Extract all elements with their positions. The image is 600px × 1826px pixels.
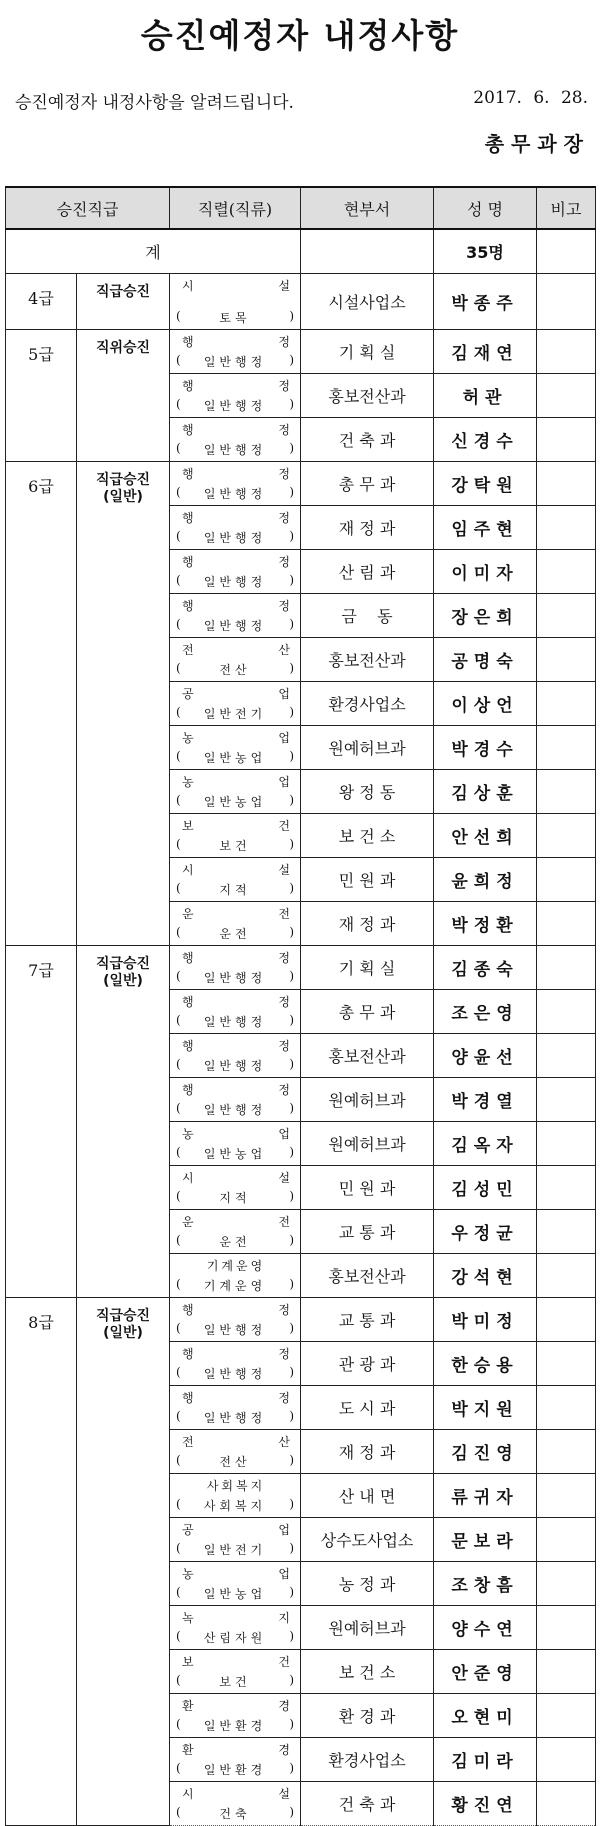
promotion-type-cell bbox=[77, 274, 170, 330]
remarks-cell bbox=[537, 726, 596, 770]
remarks-cell bbox=[537, 770, 596, 814]
job-series: 전 산 bbox=[182, 1435, 291, 1449]
job-series: 농 업 bbox=[182, 731, 291, 745]
job-series-cell bbox=[170, 274, 301, 330]
promotion-type-cell bbox=[77, 946, 170, 1298]
job-subseries: ( 일반행정 ) bbox=[180, 1409, 290, 1426]
job-series-cell bbox=[170, 374, 301, 418]
table-header-row bbox=[6, 187, 596, 229]
current-office: 원예허브과 bbox=[301, 1122, 434, 1166]
job-series: 행 정 bbox=[182, 555, 291, 569]
job-series: 행 정 bbox=[182, 379, 291, 393]
grade-cell: 7급 bbox=[6, 946, 77, 1298]
promotion-type: 직급승진 bbox=[95, 1308, 151, 1324]
current-office: 기 획 실 bbox=[301, 946, 434, 990]
remarks-cell bbox=[537, 682, 596, 726]
job-series: 행 정 bbox=[182, 1303, 291, 1317]
person-name: 우정균 bbox=[434, 1210, 537, 1254]
person-name: 김진영 bbox=[434, 1430, 537, 1474]
remarks-cell bbox=[537, 462, 596, 506]
job-subseries: ( 지적 ) bbox=[180, 881, 290, 898]
job-subseries: ( 일반행정 ) bbox=[180, 1057, 290, 1074]
person-name: 김재연 bbox=[434, 330, 537, 374]
job-subseries: ( 일반농업 ) bbox=[180, 1585, 290, 1602]
document-title: 승진예정자 내정사항 bbox=[140, 16, 460, 55]
current-office: 민 원 과 bbox=[301, 1166, 434, 1210]
job-series: 사회복지 bbox=[206, 1479, 266, 1493]
person-name: 박미정 bbox=[434, 1298, 537, 1342]
job-series-cell bbox=[170, 1298, 301, 1342]
grade-cell: 5급 bbox=[6, 330, 77, 462]
job-series-cell bbox=[170, 990, 301, 1034]
table-body bbox=[6, 229, 596, 1826]
current-office: 총 무 과 bbox=[301, 462, 434, 506]
person-name: 오현미 bbox=[434, 1694, 537, 1738]
job-subseries: ( 보건 ) bbox=[180, 837, 290, 854]
current-office: 재 정 과 bbox=[301, 506, 434, 550]
remarks-cell bbox=[537, 374, 596, 418]
current-office: 관 광 과 bbox=[301, 1342, 434, 1386]
table-row bbox=[6, 462, 596, 506]
current-office: 홍보전산과 bbox=[301, 638, 434, 682]
remarks-cell bbox=[537, 274, 596, 330]
job-subseries: ( 운전 ) bbox=[180, 925, 290, 942]
promotion-type-cell bbox=[77, 330, 170, 462]
remarks-cell bbox=[537, 418, 596, 462]
remarks-cell bbox=[537, 1694, 596, 1738]
current-office: 왕 정 동 bbox=[301, 770, 434, 814]
promotion-type-cell bbox=[77, 1298, 170, 1826]
document-date: 2017. 6. 28. bbox=[473, 88, 588, 108]
remarks-cell bbox=[537, 1606, 596, 1650]
header-name: 성 명 bbox=[434, 187, 537, 229]
job-series-cell bbox=[170, 682, 301, 726]
remarks-cell bbox=[537, 1298, 596, 1342]
job-series-cell bbox=[170, 1694, 301, 1738]
remarks-cell bbox=[537, 1738, 596, 1782]
job-series: 시 설 bbox=[182, 863, 291, 877]
total-label: 계 bbox=[6, 229, 301, 274]
job-series: 행 정 bbox=[182, 951, 291, 965]
job-subseries: ( 전산 ) bbox=[180, 1453, 290, 1470]
job-series: 보 건 bbox=[182, 819, 291, 833]
job-series-cell bbox=[170, 1474, 301, 1518]
job-subseries: ( 일반행정 ) bbox=[180, 485, 290, 502]
job-series: 행 정 bbox=[182, 511, 291, 525]
promotion-type-cell bbox=[77, 462, 170, 946]
person-name: 박정환 bbox=[434, 902, 537, 946]
job-series-cell bbox=[170, 638, 301, 682]
job-series: 운 전 bbox=[182, 907, 291, 921]
grade-cell: 8급 bbox=[6, 1298, 77, 1826]
current-office: 도 시 과 bbox=[301, 1386, 434, 1430]
remarks-cell bbox=[537, 1210, 596, 1254]
job-series: 행 정 bbox=[182, 1083, 291, 1097]
current-office: 건 축 과 bbox=[301, 1782, 434, 1826]
person-name: 김상훈 bbox=[434, 770, 537, 814]
job-series-cell bbox=[170, 1210, 301, 1254]
job-series-cell bbox=[170, 770, 301, 814]
job-series-cell bbox=[170, 550, 301, 594]
remarks-cell bbox=[537, 902, 596, 946]
promotion-subtype: (일반) bbox=[103, 973, 143, 989]
person-name: 김성민 bbox=[434, 1166, 537, 1210]
current-office: 원예허브과 bbox=[301, 1606, 434, 1650]
job-subseries: ( 일반행정 ) bbox=[180, 617, 290, 634]
person-name: 안준영 bbox=[434, 1650, 537, 1694]
job-subseries: ( 일반행정 ) bbox=[180, 573, 290, 590]
promotion-type: 직위승진 bbox=[95, 340, 151, 356]
job-series: 행 정 bbox=[182, 995, 291, 1009]
remarks-cell bbox=[537, 638, 596, 682]
job-subseries: ( 일반행정 ) bbox=[180, 397, 290, 414]
person-name: 임주현 bbox=[434, 506, 537, 550]
job-series-cell bbox=[170, 902, 301, 946]
current-office: 건 축 과 bbox=[301, 418, 434, 462]
current-office: 총 무 과 bbox=[301, 990, 434, 1034]
job-subseries: ( 사회복지 ) bbox=[180, 1497, 290, 1514]
job-series-cell bbox=[170, 1782, 301, 1826]
grade-cell: 4급 bbox=[6, 274, 77, 330]
current-office: 교 통 과 bbox=[301, 1210, 434, 1254]
job-series: 시 설 bbox=[182, 1787, 291, 1801]
current-office: 교 통 과 bbox=[301, 1298, 434, 1342]
total-row bbox=[6, 229, 596, 274]
person-name: 김종숙 bbox=[434, 946, 537, 990]
job-series: 행 정 bbox=[182, 467, 291, 481]
promotion-type: 직급승진 bbox=[95, 472, 151, 488]
job-series-cell bbox=[170, 726, 301, 770]
promotion-table bbox=[5, 186, 596, 1826]
job-series: 환 경 bbox=[182, 1699, 291, 1713]
job-subseries: ( 일반행정 ) bbox=[180, 1365, 290, 1382]
job-series: 농 업 bbox=[182, 1127, 291, 1141]
current-office: 농 정 과 bbox=[301, 1562, 434, 1606]
current-office: 보 건 소 bbox=[301, 1650, 434, 1694]
promotion-type: 직급승진 bbox=[95, 284, 151, 300]
person-name: 이미자 bbox=[434, 550, 537, 594]
person-name: 박경수 bbox=[434, 726, 537, 770]
job-subseries: ( 일반행정 ) bbox=[180, 1101, 290, 1118]
header-remarks: 비고 bbox=[537, 187, 596, 229]
job-subseries: ( 일반행정 ) bbox=[180, 441, 290, 458]
remarks-cell bbox=[537, 1386, 596, 1430]
person-name: 양윤선 bbox=[434, 1034, 537, 1078]
current-office: 시설사업소 bbox=[301, 274, 434, 330]
job-series: 시 설 bbox=[182, 279, 291, 293]
issuing-department: 총무과장 bbox=[484, 132, 590, 156]
remarks-cell bbox=[537, 1342, 596, 1386]
job-series: 행 정 bbox=[182, 1039, 291, 1053]
job-series-cell bbox=[170, 946, 301, 990]
remarks-cell bbox=[537, 946, 596, 990]
remarks-cell bbox=[537, 1430, 596, 1474]
job-subseries: ( 일반행정 ) bbox=[180, 1013, 290, 1030]
job-series-cell bbox=[170, 330, 301, 374]
person-name: 강석현 bbox=[434, 1254, 537, 1298]
current-office: 환경사업소 bbox=[301, 682, 434, 726]
job-subseries: ( 일반농업 ) bbox=[180, 793, 290, 810]
remarks-cell bbox=[537, 1254, 596, 1298]
job-subseries: ( 일반환경 ) bbox=[180, 1761, 290, 1778]
job-subseries: ( 일반전기 ) bbox=[180, 1541, 290, 1558]
job-series-cell bbox=[170, 1562, 301, 1606]
person-name: 강탁원 bbox=[434, 462, 537, 506]
job-series-cell bbox=[170, 418, 301, 462]
current-office: 보 건 소 bbox=[301, 814, 434, 858]
current-office: 재 정 과 bbox=[301, 1430, 434, 1474]
current-office: 홍보전산과 bbox=[301, 374, 434, 418]
job-subseries: ( 기계운영 ) bbox=[180, 1277, 290, 1294]
table-row bbox=[6, 274, 596, 330]
person-name: 황진연 bbox=[434, 1782, 537, 1826]
promotion-subtype: (일반) bbox=[103, 489, 143, 505]
person-name: 김미라 bbox=[434, 1738, 537, 1782]
job-series: 기계운영 bbox=[206, 1259, 266, 1273]
job-series: 시 설 bbox=[182, 1171, 291, 1185]
promotion-type: 직급승진 bbox=[95, 956, 151, 972]
person-name: 박지원 bbox=[434, 1386, 537, 1430]
person-name: 공명숙 bbox=[434, 638, 537, 682]
job-subseries: ( 보건 ) bbox=[180, 1673, 290, 1690]
promotion-subtype: (일반) bbox=[103, 1325, 143, 1341]
total-remarks-cell bbox=[537, 229, 596, 274]
current-office: 산 림 과 bbox=[301, 550, 434, 594]
job-series-cell bbox=[170, 858, 301, 902]
current-office: 금 동 bbox=[301, 594, 434, 638]
remarks-cell bbox=[537, 1650, 596, 1694]
total-count: 35명 bbox=[434, 229, 537, 274]
job-series: 행 정 bbox=[182, 599, 291, 613]
person-name: 신경수 bbox=[434, 418, 537, 462]
job-series: 공 업 bbox=[182, 1523, 291, 1537]
job-subseries: ( 산림자원 ) bbox=[180, 1629, 290, 1646]
job-series-cell bbox=[170, 1034, 301, 1078]
job-series: 녹 지 bbox=[182, 1611, 291, 1625]
job-subseries: ( 일반농업 ) bbox=[180, 1145, 290, 1162]
current-office: 기 획 실 bbox=[301, 330, 434, 374]
job-series: 공 업 bbox=[182, 687, 291, 701]
remarks-cell bbox=[537, 858, 596, 902]
remarks-cell bbox=[537, 1078, 596, 1122]
remarks-cell bbox=[537, 330, 596, 374]
job-series-cell bbox=[170, 1650, 301, 1694]
remarks-cell bbox=[537, 814, 596, 858]
job-subseries: ( 일반행정 ) bbox=[180, 1321, 290, 1338]
job-series: 보 건 bbox=[182, 1655, 291, 1669]
job-series-cell bbox=[170, 462, 301, 506]
person-name: 안선희 bbox=[434, 814, 537, 858]
job-series-cell bbox=[170, 1518, 301, 1562]
remarks-cell bbox=[537, 1122, 596, 1166]
table-row bbox=[6, 1298, 596, 1342]
job-series: 농 업 bbox=[182, 1567, 291, 1581]
job-series: 농 업 bbox=[182, 775, 291, 789]
job-subseries: ( 운전 ) bbox=[180, 1233, 290, 1250]
job-series-cell bbox=[170, 1254, 301, 1298]
job-series: 행 정 bbox=[182, 423, 291, 437]
job-series-cell bbox=[170, 1166, 301, 1210]
current-office: 재 정 과 bbox=[301, 902, 434, 946]
job-subseries: ( 일반농업 ) bbox=[180, 749, 290, 766]
current-office: 민 원 과 bbox=[301, 858, 434, 902]
job-series-cell bbox=[170, 1386, 301, 1430]
job-series-cell bbox=[170, 506, 301, 550]
current-office: 산 내 면 bbox=[301, 1474, 434, 1518]
job-series-cell bbox=[170, 1430, 301, 1474]
person-name: 한승용 bbox=[434, 1342, 537, 1386]
person-name: 장은희 bbox=[434, 594, 537, 638]
job-series-cell bbox=[170, 594, 301, 638]
remarks-cell bbox=[537, 1474, 596, 1518]
job-series: 행 정 bbox=[182, 335, 291, 349]
remarks-cell bbox=[537, 594, 596, 638]
person-name: 조은영 bbox=[434, 990, 537, 1034]
intro-text: 승진예정자 내정사항을 알려드립니다. bbox=[15, 93, 294, 113]
job-subseries: ( 토목 ) bbox=[180, 309, 290, 326]
header-office: 현부서 bbox=[301, 187, 434, 229]
table-row bbox=[6, 946, 596, 990]
current-office: 원예허브과 bbox=[301, 1078, 434, 1122]
remarks-cell bbox=[537, 506, 596, 550]
job-series-cell bbox=[170, 1342, 301, 1386]
person-name: 조창흠 bbox=[434, 1562, 537, 1606]
header-grade: 승진직급 bbox=[6, 187, 170, 229]
remarks-cell bbox=[537, 550, 596, 594]
person-name: 윤희정 bbox=[434, 858, 537, 902]
grade-cell: 6급 bbox=[6, 462, 77, 946]
job-subseries: ( 일반환경 ) bbox=[180, 1717, 290, 1734]
remarks-cell bbox=[537, 990, 596, 1034]
job-subseries: ( 건축 ) bbox=[180, 1805, 290, 1822]
job-series-cell bbox=[170, 1078, 301, 1122]
current-office: 상수도사업소 bbox=[301, 1518, 434, 1562]
current-office: 원예허브과 bbox=[301, 726, 434, 770]
remarks-cell bbox=[537, 1562, 596, 1606]
job-series-cell bbox=[170, 1738, 301, 1782]
person-name: 이상언 bbox=[434, 682, 537, 726]
person-name: 박종주 bbox=[434, 274, 537, 330]
job-series-cell bbox=[170, 1122, 301, 1166]
person-name: 김옥자 bbox=[434, 1122, 537, 1166]
job-subseries: ( 일반행정 ) bbox=[180, 529, 290, 546]
job-subseries: ( 일반전기 ) bbox=[180, 705, 290, 722]
remarks-cell bbox=[537, 1166, 596, 1210]
job-subseries: ( 지적 ) bbox=[180, 1189, 290, 1206]
job-series-cell bbox=[170, 1606, 301, 1650]
current-office: 환경사업소 bbox=[301, 1738, 434, 1782]
current-office: 홍보전산과 bbox=[301, 1034, 434, 1078]
person-name: 박경열 bbox=[434, 1078, 537, 1122]
remarks-cell bbox=[537, 1034, 596, 1078]
table-row bbox=[6, 330, 596, 374]
person-name: 문보라 bbox=[434, 1518, 537, 1562]
job-series-cell bbox=[170, 814, 301, 858]
total-office-cell bbox=[301, 229, 434, 274]
person-name: 류귀자 bbox=[434, 1474, 537, 1518]
remarks-cell bbox=[537, 1518, 596, 1562]
job-series: 전 산 bbox=[182, 643, 291, 657]
person-name: 허관 bbox=[434, 374, 537, 418]
job-subseries: ( 일반행정 ) bbox=[180, 353, 290, 370]
job-subseries: ( 일반행정 ) bbox=[180, 969, 290, 986]
job-series: 행 정 bbox=[182, 1347, 291, 1361]
current-office: 홍보전산과 bbox=[301, 1254, 434, 1298]
current-office: 환 경 과 bbox=[301, 1694, 434, 1738]
person-name: 양수연 bbox=[434, 1606, 537, 1650]
job-subseries: ( 전산 ) bbox=[180, 661, 290, 678]
header-series: 직렬(직류) bbox=[170, 187, 301, 229]
job-series: 운 전 bbox=[182, 1215, 291, 1229]
remarks-cell bbox=[537, 1782, 596, 1826]
job-series: 행 정 bbox=[182, 1391, 291, 1405]
job-series: 환 경 bbox=[182, 1743, 291, 1757]
